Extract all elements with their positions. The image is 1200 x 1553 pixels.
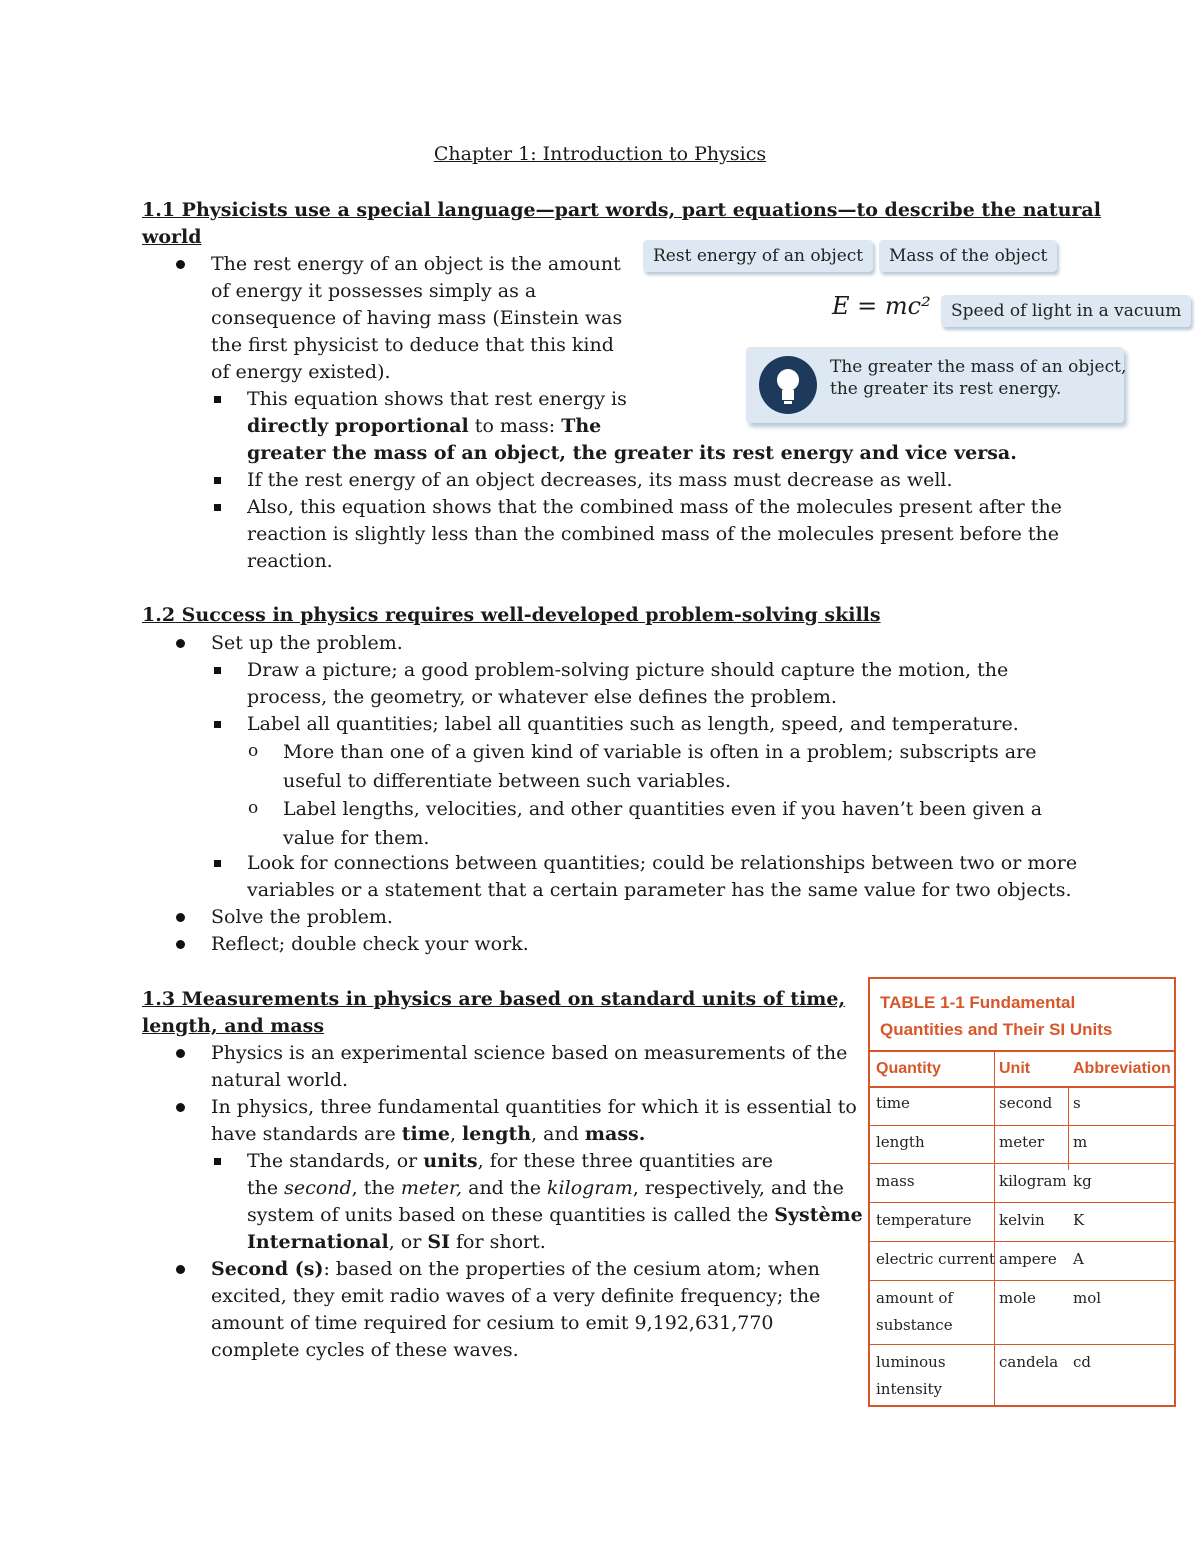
text-span: : based on the properties of the cesium atom; when — [323, 1258, 820, 1280]
heading-line: 1.3 Measurements in physics are based on standard units of time, — [142, 988, 846, 1010]
list-item: Reflect; double check your work. — [211, 933, 529, 955]
text-line: value for them. — [283, 827, 430, 849]
list-item — [247, 850, 1077, 904]
si-units-table — [868, 977, 1176, 1407]
table-cell: meter — [999, 1133, 1045, 1151]
bullet-icon — [176, 639, 185, 648]
text-line: This equation shows that rest energy is — [247, 388, 627, 410]
list-item: Label all quantities; label all quantities such as length, speed, and temperature. — [247, 713, 1019, 735]
heading-line: 1.1 Physicists use a special language—part words, part equations—to describe the natural — [142, 199, 1101, 221]
table-cell: s — [1073, 1094, 1081, 1112]
text-span: have standards are — [211, 1123, 402, 1145]
table-cell — [876, 1349, 946, 1403]
text-line: consequence of having mass (Einstein was — [211, 307, 623, 329]
heading-line: world — [142, 226, 202, 248]
heading-line: length, and mass — [142, 1015, 325, 1037]
bold-text: SI — [427, 1231, 450, 1253]
square-bullet-icon — [214, 1158, 221, 1165]
text-line: of energy existed). — [211, 361, 391, 383]
text-span: , for these three quantities are — [477, 1150, 773, 1172]
list-item — [211, 1256, 820, 1364]
square-bullet-icon — [214, 667, 221, 674]
table-row — [870, 1125, 1174, 1164]
text-line: reaction is slightly less than the combined mass of the molecules present before the — [247, 523, 1059, 545]
table-cell: kilogram — [999, 1172, 1067, 1190]
text-span: for short. — [449, 1231, 546, 1253]
list-item — [247, 494, 1062, 575]
table-row — [870, 1086, 1174, 1126]
italic-text: meter, — [400, 1177, 463, 1199]
callout-mass: Mass of the object — [879, 240, 1057, 272]
list-item: If the rest energy of an object decreases, its mass must decrease as well. — [247, 469, 953, 491]
square-bullet-icon — [214, 721, 221, 728]
text-line: Label lengths, velocities, and other quantities even if you haven’t been given a — [283, 798, 1043, 820]
table-cell: kelvin — [999, 1211, 1045, 1229]
text-line: natural world. — [211, 1069, 349, 1091]
callout-rest-energy: Rest energy of an object — [643, 240, 873, 272]
table-cell: A — [1073, 1250, 1084, 1268]
text-line: reaction. — [247, 550, 333, 572]
text-line: The greater the mass of an object, — [830, 357, 1127, 377]
bold-text: International — [247, 1231, 389, 1253]
list-item: Solve the problem. — [211, 906, 393, 928]
bold-text: length — [462, 1123, 532, 1145]
table-row — [870, 1203, 1174, 1242]
text-line — [211, 1256, 820, 1283]
circle-bullet-icon: o — [248, 798, 259, 818]
text-span: and the — [462, 1177, 548, 1199]
list-item — [211, 1094, 857, 1148]
table-cell: electric current — [876, 1250, 996, 1268]
lightbulb-icon — [759, 356, 817, 414]
text-line: the greater its rest energy. — [830, 379, 1062, 399]
bold-text: Second (s) — [211, 1258, 324, 1280]
list-item — [211, 251, 622, 386]
square-bullet-icon — [214, 477, 221, 484]
text-line: Physics is an experimental science based on measurements of the — [211, 1042, 848, 1064]
table-row — [870, 1281, 1174, 1345]
text-line — [211, 1121, 857, 1148]
text-span: system of units based on these quantities is called the — [247, 1204, 775, 1226]
table-header-cell: Quantity — [876, 1060, 941, 1077]
table-caption — [880, 989, 1112, 1043]
text-span: the — [247, 1177, 285, 1199]
section-1-3-heading — [142, 986, 845, 1040]
cell-line: luminous — [876, 1353, 946, 1371]
bullet-icon — [176, 1049, 185, 1058]
bullet-icon — [176, 260, 185, 269]
text-line: Look for connections between quantities; could be relationships between two or more — [247, 852, 1078, 874]
table-header-cell: Unit — [999, 1060, 1031, 1077]
table-cell: mol — [1073, 1289, 1102, 1307]
bullet-icon — [176, 1265, 185, 1274]
tip-text — [830, 356, 1126, 400]
text-span: , the — [351, 1177, 401, 1199]
cell-line: substance — [876, 1316, 953, 1334]
text-line: The rest energy of an object is the amount — [211, 253, 621, 275]
page-title: Chapter 1: Introduction to Physics — [433, 143, 767, 165]
text-line: Also, this equation shows that the combined mass of the molecules present after the — [247, 496, 1062, 518]
callout-speed-of-light: Speed of light in a vacuum — [941, 295, 1191, 327]
text-line — [247, 1202, 863, 1229]
text-span: , and — [531, 1123, 585, 1145]
cell-line: amount of — [876, 1289, 953, 1307]
text-span: , or — [388, 1231, 428, 1253]
bullet-icon — [176, 913, 185, 922]
caption-line: TABLE 1-1 Fundamental — [880, 993, 1076, 1012]
text-line — [247, 1148, 863, 1175]
table-header-row — [870, 1050, 1174, 1088]
italic-text: kilogram — [547, 1177, 633, 1199]
table-cell: m — [1073, 1133, 1088, 1151]
section-1-2-heading: 1.2 Success in physics requires well-developed problem-solving skills — [142, 604, 881, 626]
text-line: complete cycles of these waves. — [211, 1339, 519, 1361]
table-cell: second — [999, 1094, 1053, 1112]
table-cell: temperature — [876, 1211, 972, 1229]
table-cell — [876, 1285, 953, 1339]
text-line: amount of time required for cesium to emit 9,192,631,770 — [211, 1312, 774, 1334]
table-cell: kg — [1073, 1172, 1092, 1190]
list-item — [283, 795, 1042, 853]
circle-bullet-icon: o — [248, 741, 259, 761]
table-cell: mass — [876, 1172, 915, 1190]
bold-text: mass. — [584, 1123, 646, 1145]
table-header-cell: Abbreviation — [1073, 1060, 1171, 1077]
text-line: process, the geometry, or whatever else defines the problem. — [247, 686, 837, 708]
caption-line: Quantities and Their SI Units — [880, 1020, 1113, 1039]
square-bullet-icon — [214, 860, 221, 867]
text-span: to mass: — [468, 415, 562, 437]
text-line: excited, they emit radio waves of a very definite frequency; the — [211, 1285, 821, 1307]
table-row — [870, 1164, 1174, 1203]
bullet-icon — [176, 1103, 185, 1112]
table-cell: candela — [999, 1353, 1059, 1371]
text-line: useful to differentiate between such variables. — [283, 770, 732, 792]
bold-text: units — [423, 1150, 478, 1172]
bold-text: time — [401, 1123, 450, 1145]
italic-text: second — [284, 1177, 352, 1199]
table-cell: cd — [1073, 1353, 1092, 1371]
bold-text: The — [561, 415, 602, 437]
square-bullet-icon — [214, 504, 221, 511]
text-line: the first physicist to deduce that this kind — [211, 334, 614, 356]
bullet-icon — [176, 940, 185, 949]
text-line: variables or a statement that a certain parameter has the same value for two objects. — [247, 879, 1072, 901]
text-line: greater the mass of an object, the greater its rest energy and vice versa. — [247, 442, 1017, 464]
table-cell: length — [876, 1133, 925, 1151]
list-item: Set up the problem. — [211, 632, 403, 654]
table-cell: K — [1073, 1211, 1085, 1229]
cell-line: intensity — [876, 1380, 943, 1398]
text-line: More than one of a given kind of variable is often in a problem; subscripts are — [283, 741, 1037, 763]
text-line: of energy it possesses simply as a — [211, 280, 537, 302]
list-item — [247, 1148, 863, 1256]
table-cell: mole — [999, 1289, 1036, 1307]
table-row — [870, 1242, 1174, 1281]
text-line — [247, 1229, 863, 1256]
text-span: , — [449, 1123, 463, 1145]
table-cell: time — [876, 1094, 910, 1112]
text-span: , respectively, and the — [632, 1177, 844, 1199]
bold-text: Système — [774, 1204, 863, 1226]
text-line: Draw a picture; a good problem-solving picture should capture the motion, the — [247, 659, 1009, 681]
bold-text: directly proportional — [247, 415, 469, 437]
list-item — [247, 657, 1008, 711]
square-bullet-icon — [214, 396, 221, 403]
table-row — [870, 1345, 1174, 1405]
table-cell: ampere — [999, 1250, 1057, 1268]
text-span: The standards, or — [247, 1150, 424, 1172]
text-line — [247, 1175, 863, 1202]
list-item — [283, 738, 1036, 796]
list-item — [211, 1040, 847, 1094]
equation: E = mc² — [832, 292, 931, 320]
text-line: In physics, three fundamental quantities for which it is essential to — [211, 1096, 857, 1118]
